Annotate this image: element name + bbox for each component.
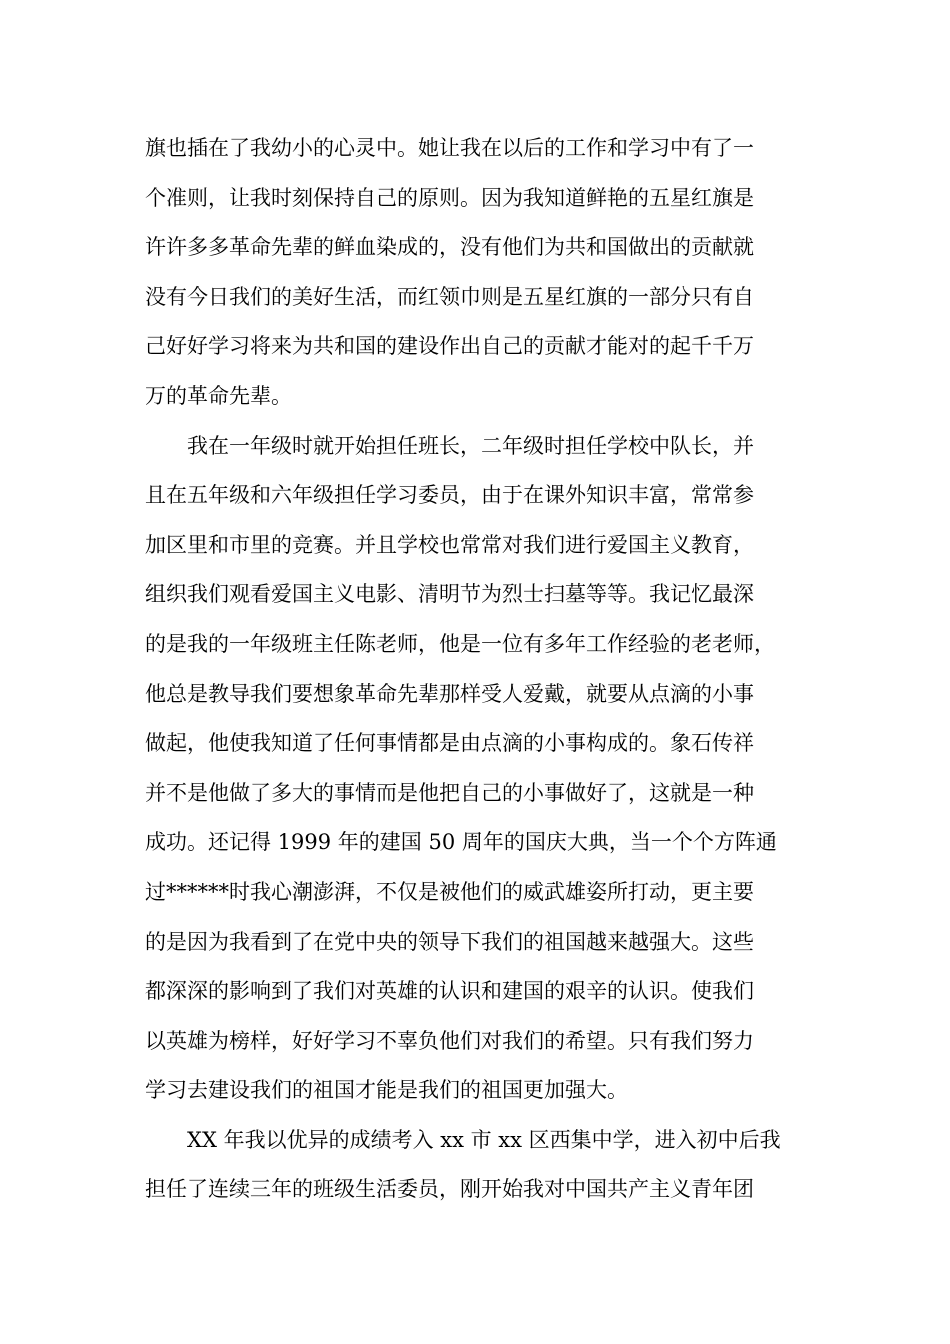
text-line: 并不是他做了多大的事情而是他把自己的小事做好了，这就是一种: [145, 780, 754, 805]
text-line: 旗也插在了我幼小的心灵中。她让我在以后的工作和学习中有了一: [145, 136, 754, 160]
text-line: 我在一年级时就开始担任班长，二年级时担任学校中队长，并: [145, 433, 754, 458]
text-line: 组织我们观看爱国主义电影、清明节为烈士扫墓等等。我记忆最深: [145, 582, 754, 607]
text-line: 成功。还记得 1999 年的建国 50 周年的国庆大典，当一个个方阵通: [145, 830, 777, 855]
text-line: 都深深的影响到了我们对英雄的认识和建国的艰辛的认识。使我们: [145, 979, 754, 1004]
text-line: 学习去建设我们的祖国才能是我们的祖国更加强大。: [145, 1078, 628, 1103]
text-line: 己好好学习将来为共和国的建设作出自己的贡献才能对的起千千万: [145, 334, 754, 359]
text-line: 且在五年级和六年级担任学习委员，由于在课外知识丰富，常常参: [145, 483, 754, 508]
text-line: 万的革命先辈。: [145, 383, 292, 408]
paragraph-1: [145, 124, 825, 422]
text-line: 个准则，让我时刻保持自己的原则。因为我知道鲜艳的五星红旗是: [145, 185, 754, 210]
text-line: 许许多多革命先辈的鲜血染成的，没有他们为共和国做出的贡献就: [145, 235, 754, 260]
text-line: 没有今日我们的美好生活，而红领巾则是五星红旗的一部分只有自: [145, 284, 754, 309]
paragraph-2: [145, 422, 825, 1116]
text-line: 过******时我心潮澎湃，不仅是被他们的威武雄姿所打动，更主要: [145, 879, 754, 904]
paragraph-3: [145, 1116, 825, 1215]
text-line: 的是因为我看到了在党中央的领导下我们的祖国越来越强大。这些: [145, 929, 754, 954]
text-line: 的是我的一年级班主任陈老师，他是一位有多年工作经验的老老师，: [145, 631, 775, 656]
text-line: 做起，他使我知道了任何事情都是由点滴的小事构成的。象石传祥: [145, 731, 754, 756]
text-line: 加区里和市里的竞赛。并且学校也常常对我们进行爱国主义教育，: [145, 532, 754, 557]
text-line: 他总是教导我们要想象革命先辈那样受人爱戴，就要从点滴的小事: [145, 681, 754, 706]
text-line: 以英雄为榜样，好好学习不辜负他们对我们的希望。只有我们努力: [145, 1028, 754, 1053]
text-line: 担任了连续三年的班级生活委员，刚开始我对中国共产主义青年团: [145, 1177, 754, 1202]
body-text: [145, 124, 825, 1215]
text-line: XX 年我以优异的成绩考入 xx 市 xx 区西集中学，进入初中后我: [145, 1127, 781, 1152]
